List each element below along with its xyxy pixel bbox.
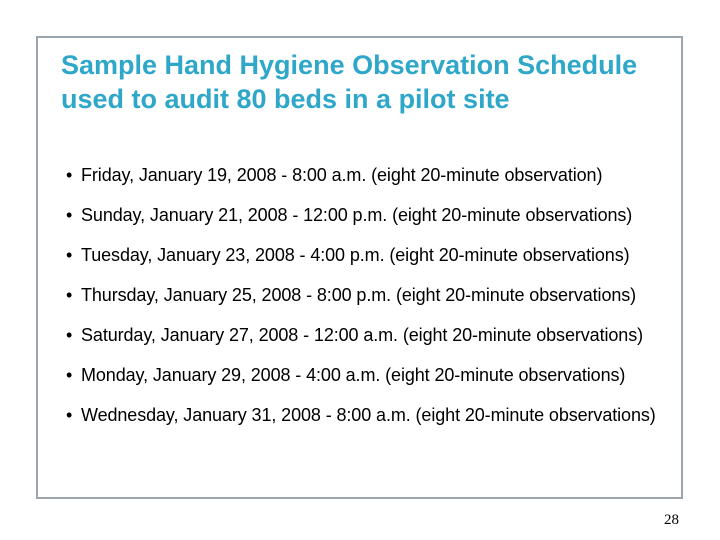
- bullet-item: [66, 365, 666, 385]
- bullet-text: Saturday, January 27, 2008 - 12:00 a.m. (eight 20-minute observations): [81, 325, 643, 345]
- bullet-dot: •: [66, 405, 73, 425]
- bullet-item: [66, 285, 666, 305]
- bullet-text: Monday, January 29, 2008 - 4:00 a.m. (eight 20-minute observations): [81, 365, 626, 385]
- bullet-dot: •: [66, 205, 73, 225]
- bullet-dot: •: [66, 285, 73, 305]
- bullet-item: [66, 205, 666, 225]
- bullet-text: Thursday, January 25, 2008 - 8:00 p.m. (eight 20-minute observations): [81, 285, 637, 305]
- bullet-text: Friday, January 19, 2008 - 8:00 a.m. (eight 20-minute observation): [81, 165, 603, 185]
- page-number: 28: [664, 512, 679, 528]
- bullet-dot: •: [66, 325, 73, 345]
- bullet-item: [66, 165, 666, 185]
- bullet-text: Tuesday, January 23, 2008 - 4:00 p.m. (eight 20-minute observations): [81, 245, 630, 265]
- bullet-item: [66, 325, 666, 345]
- bullet-item: [66, 245, 666, 265]
- bullet-dot: •: [66, 365, 73, 385]
- slide-title: Sample Hand Hygiene Observation Schedule used to audit 80 beds in a pilot site: [61, 50, 638, 114]
- bullet-item: [66, 405, 666, 425]
- bullet-text: Wednesday, January 31, 2008 - 8:00 a.m. (eight 20-minute observations): [81, 405, 656, 425]
- bullet-dot: •: [66, 245, 73, 265]
- bullet-dot: •: [66, 165, 73, 185]
- bullet-list: [66, 165, 666, 445]
- bullet-text: Sunday, January 21, 2008 - 12:00 p.m. (eight 20-minute observations): [81, 205, 633, 225]
